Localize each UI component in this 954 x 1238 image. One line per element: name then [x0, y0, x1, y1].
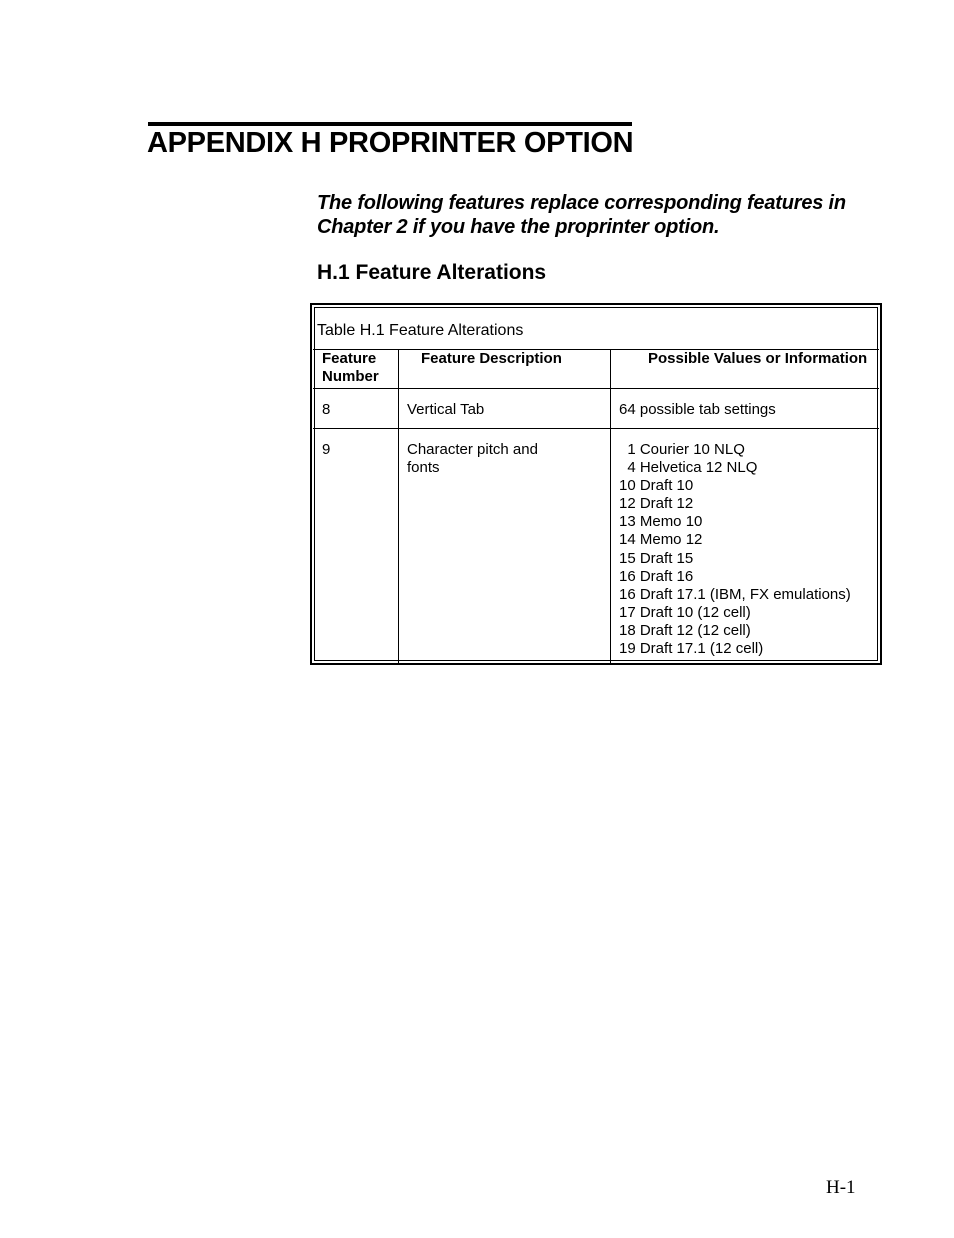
feature-description-cell — [399, 429, 611, 666]
header-feature-description: Feature Description — [399, 350, 611, 389]
header-feature-number-line-1: Feature — [322, 350, 377, 367]
intro-paragraph — [317, 191, 897, 239]
values-list — [619, 441, 879, 658]
value-item: 15 Draft 15 — [619, 549, 694, 567]
page-number: H-1 — [826, 1177, 856, 1198]
feature-description-cell: Vertical Tab — [399, 389, 611, 429]
value-item: 16 Draft 16 — [619, 567, 694, 585]
feature-description-line-1: Character pitch and — [407, 441, 538, 458]
table-header-row — [313, 350, 879, 389]
intro-line-2: Chapter 2 if you have the proprinter option. — [317, 216, 720, 238]
table-caption: Table H.1 Feature Alterations — [317, 322, 524, 339]
value-item: 64 possible tab settings — [619, 401, 776, 418]
possible-values-cell — [611, 429, 880, 666]
table-row — [313, 389, 879, 429]
possible-values-cell — [611, 389, 880, 429]
value-item: 12 Draft 12 — [619, 495, 694, 513]
value-item: 13 Memo 10 — [619, 513, 703, 531]
feature-table-frame — [310, 303, 882, 665]
intro-line-1: The following features replace corresponding features in — [317, 192, 846, 214]
header-feature-number-line-2: Number — [322, 368, 379, 385]
feature-number-cell: 9 — [313, 429, 399, 666]
feature-description-line-2: fonts — [407, 459, 440, 476]
table-row — [313, 429, 879, 666]
value-item: 16 Draft 17.1 (IBM, FX emulations) — [619, 585, 851, 603]
feature-number-cell: 8 — [313, 389, 399, 429]
value-item: 1 Courier 10 NLQ — [619, 441, 745, 458]
header-possible-values: Possible Values or Information — [611, 350, 880, 389]
chapter-title: APPENDIX H PROPRINTER OPTION — [147, 127, 634, 159]
value-item: 19 Draft 17.1 (12 cell) — [619, 640, 764, 658]
value-item: 17 Draft 10 (12 cell) — [619, 603, 751, 621]
value-item: 14 Memo 12 — [619, 531, 703, 549]
value-item: 10 Draft 10 — [619, 477, 694, 495]
section-heading: H.1 Feature Alterations — [317, 261, 547, 284]
table-caption-cell — [313, 306, 879, 350]
value-item: 18 Draft 12 (12 cell) — [619, 621, 751, 639]
feature-alterations-table — [313, 306, 879, 665]
value-item: 4 Helvetica 12 NLQ — [619, 459, 758, 477]
header-feature-number — [313, 350, 399, 389]
